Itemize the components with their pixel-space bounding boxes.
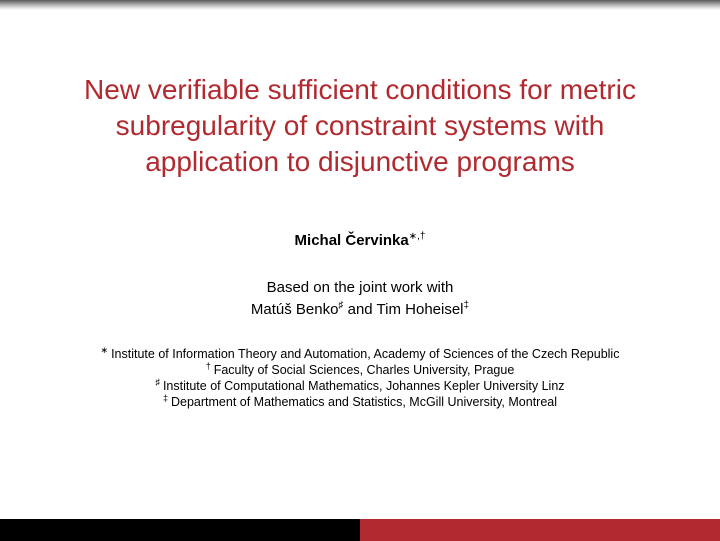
affiliation-text: Institute of Information Theory and Automation, Academy of Sciences of the Czech Republic [111, 347, 620, 361]
coauthor-benko: Matúš Benko [250, 301, 339, 318]
slide-title [40, 72, 680, 180]
affiliation-mark: † [205, 361, 211, 371]
coauthors-names [0, 299, 720, 321]
affiliation-jku [0, 378, 720, 394]
title-line-3: application to disjunctive programs [145, 146, 575, 177]
affiliation-mark: ∗ [100, 345, 109, 355]
coauthors-intro: Based on the joint work with [266, 279, 454, 296]
affiliation-text: Faculty of Social Sciences, Charles University, Prague [213, 363, 515, 377]
affiliation-mcgill [0, 394, 720, 410]
affiliation-mark: ♯ [155, 377, 160, 387]
coauthor-hoheisel: Tim Hoheisel [376, 301, 464, 318]
title-line-1: New verifiable sufficient conditions for metric [84, 74, 636, 105]
footer-left-block [0, 519, 360, 541]
coauthor-hoheisel-mark: ‡ [463, 300, 470, 311]
footer-right-block [360, 519, 720, 541]
affiliations-list [0, 346, 720, 410]
affiliation-fsv [0, 362, 720, 378]
title-line-2: subregularity of constraint systems with [115, 110, 605, 141]
author-name: Michal Červinka [294, 232, 409, 249]
affiliation-text: Department of Mathematics and Statistics, McGill University, Montreal [171, 395, 558, 409]
affiliation-text: Institute of Computational Mathematics, Johannes Kepler University Linz [162, 379, 565, 393]
coauthors-block [0, 277, 720, 321]
top-shadow-bar [0, 0, 720, 10]
coauthor-benko-mark: ♯ [338, 300, 344, 311]
affiliation-utia [0, 346, 720, 362]
author-marks: ∗,† [408, 231, 426, 242]
author [0, 232, 720, 249]
footer-bar [0, 519, 720, 541]
affiliation-mark: ‡ [162, 393, 168, 403]
coauthors-connector: and [343, 301, 377, 318]
